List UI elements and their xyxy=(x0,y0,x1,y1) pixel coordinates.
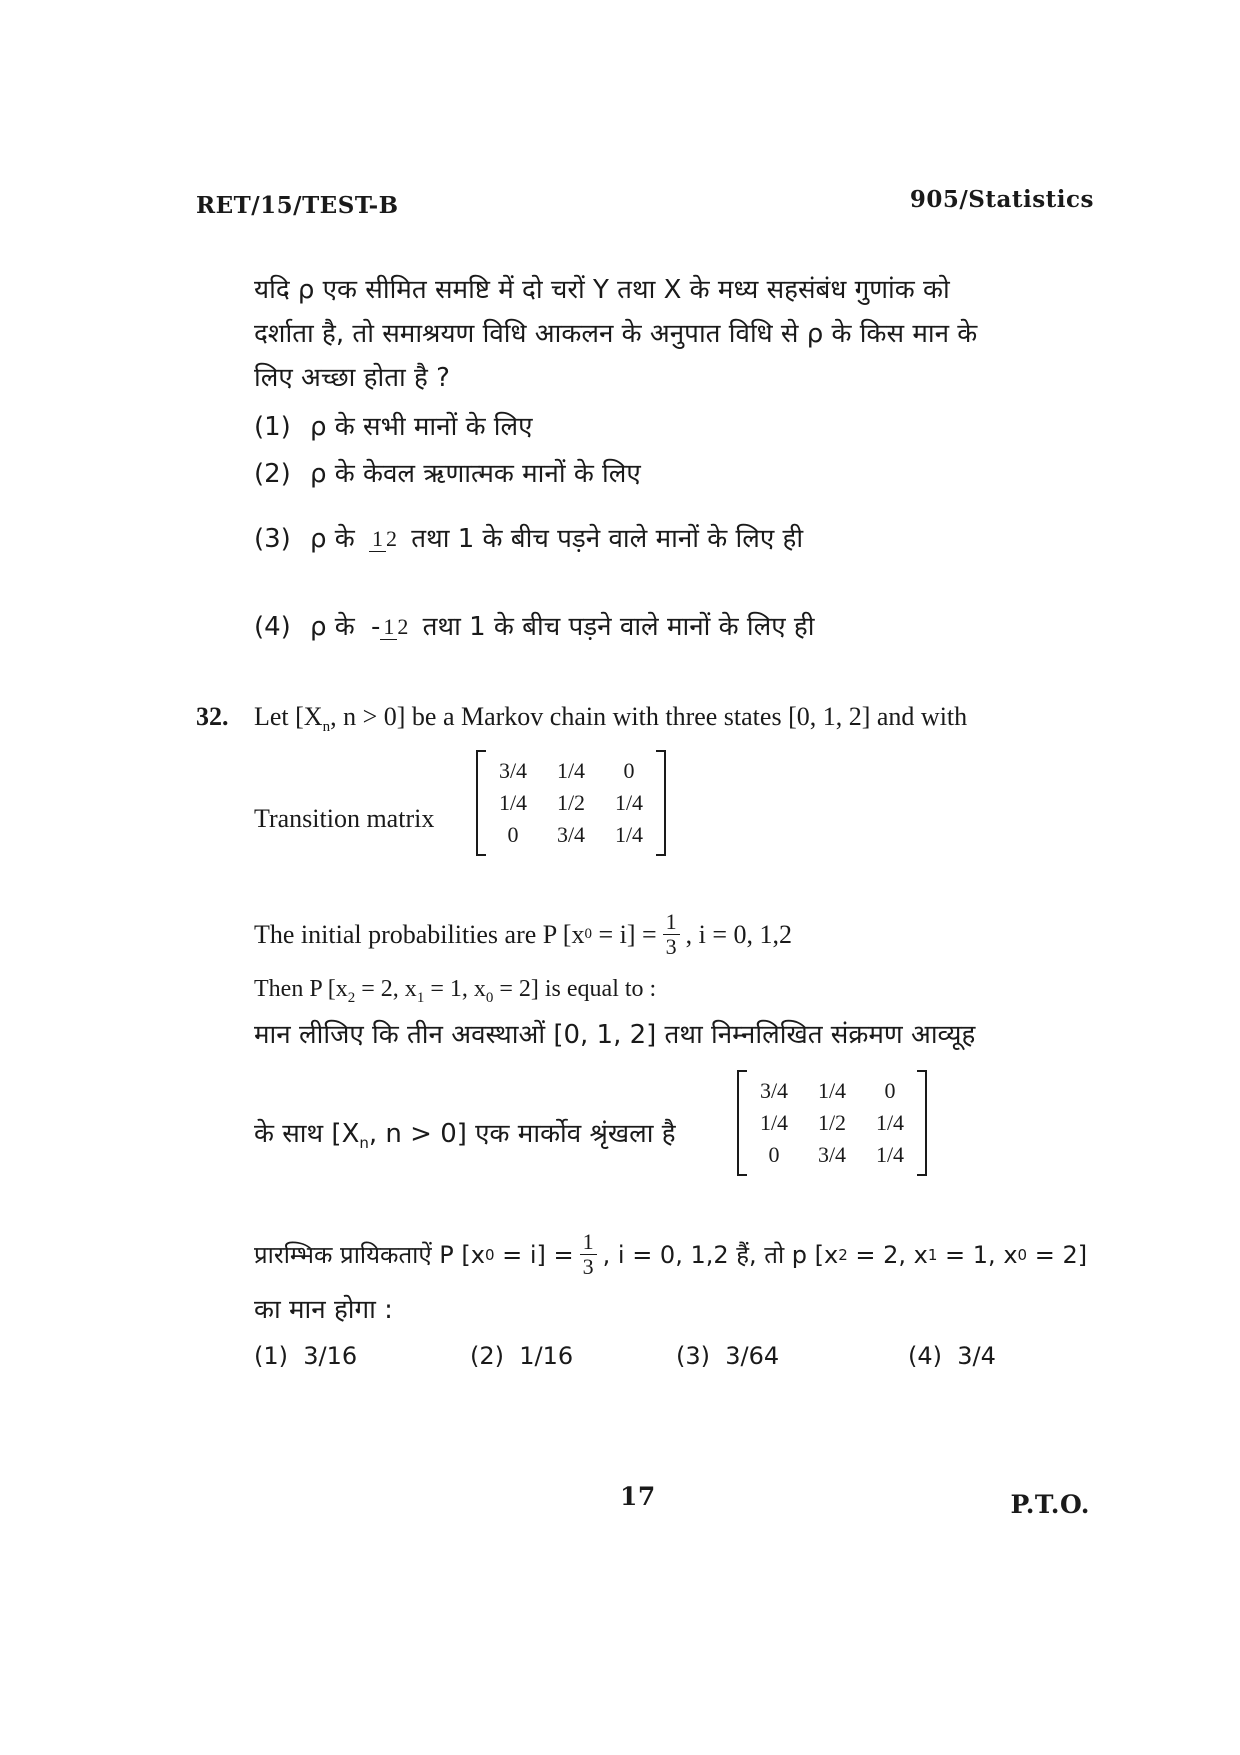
option-text: 3/4 xyxy=(957,1342,996,1370)
option-text: 1/16 xyxy=(519,1342,574,1370)
option-text: 3/16 xyxy=(303,1342,358,1370)
then-line xyxy=(254,976,656,1007)
q32-option-3 xyxy=(676,1334,779,1378)
option-text-pre: ρ के xyxy=(310,524,355,554)
q31-option-3 xyxy=(254,517,803,561)
transition-matrix-hindi xyxy=(737,1070,927,1176)
option-text: ρ के सभी मानों के लिए xyxy=(310,412,533,442)
text: The initial probabilities are P [x xyxy=(254,919,585,949)
fraction-denominator: 3 xyxy=(665,934,677,959)
subscript: 0 xyxy=(584,926,592,942)
q31-option-1 xyxy=(254,405,533,449)
subscript: n xyxy=(322,719,331,736)
text: , i = 0, 1,2 हैं, तो p [x xyxy=(602,1240,839,1269)
subscript: n xyxy=(359,1134,369,1153)
text: = i] = xyxy=(494,1240,574,1269)
fraction-numerator: 1 xyxy=(580,1230,597,1255)
q32-hindi-line1: मान लीजिए कि तीन अवस्थाओं [0, 1, 2] तथा निम्नलिखित संक्रमण आव्यूह xyxy=(254,1020,976,1050)
matrix-cell: 1/4 xyxy=(614,790,644,815)
matrix-cell: 1/2 xyxy=(817,1110,847,1135)
q32-hindi-line2 xyxy=(254,1112,676,1165)
subscript: 0 xyxy=(1017,1245,1028,1264)
text: Then P [x xyxy=(254,976,348,1002)
fraction-numerator: 1 xyxy=(663,910,680,935)
option-number: (3) xyxy=(254,524,291,554)
matrix-cell: 0 xyxy=(507,822,519,847)
matrix-cell: 1/4 xyxy=(556,758,586,783)
matrix-cell: 3/4 xyxy=(556,822,586,847)
q32-option-1 xyxy=(254,1334,357,1378)
initial-probabilities xyxy=(254,910,792,959)
matrix-cell: 1/4 xyxy=(498,790,528,815)
q32-line1-text: Let [X xyxy=(254,702,323,731)
option-number: (1) xyxy=(254,1342,288,1370)
fraction-numerator: 1 xyxy=(369,527,386,552)
subscript: 0 xyxy=(485,989,494,1006)
fraction xyxy=(663,910,680,959)
text: = 1, x xyxy=(937,1240,1018,1269)
fraction-denominator: 2 xyxy=(386,526,398,551)
q32-hindi-value: का मान होगा : xyxy=(254,1295,393,1325)
fraction-numerator: 1 xyxy=(380,615,397,640)
text: प्रारम्भिक प्रायिकताऐं P [x xyxy=(254,1240,485,1269)
option-text-post: तथा 1 के बीच पड़ने वाले मानों के लिए ही xyxy=(422,612,815,642)
option-number: (1) xyxy=(254,412,291,442)
q32-number: 32. xyxy=(196,702,229,731)
fraction xyxy=(580,1230,597,1279)
subscript: 2 xyxy=(347,989,356,1006)
q32-line1-text: , n > 0] be a Markov chain with three states [0, 1, 2] and with xyxy=(330,702,968,731)
q32-line1 xyxy=(254,702,967,736)
matrix-cell: 1/4 xyxy=(817,1078,847,1103)
matrix-cell: 1/4 xyxy=(875,1142,905,1167)
text: = 1, x xyxy=(424,976,486,1002)
q31-stem-line: यदि ρ एक सीमित समष्टि में दो चरों Y तथा X के मध्य सहसंबंध गुणांक को xyxy=(254,275,950,305)
subscript: 1 xyxy=(927,1245,938,1264)
q31-stem-line: लिए अच्छा होता है ? xyxy=(254,363,450,393)
subscript: 1 xyxy=(416,989,425,1006)
matrix-cell: 0 xyxy=(884,1078,896,1103)
text: = 2, x xyxy=(355,976,417,1002)
fraction xyxy=(380,615,408,640)
matrix-cell: 1/4 xyxy=(759,1110,789,1135)
text: = 2] is equal to : xyxy=(493,976,657,1002)
matrix-grid xyxy=(478,750,664,856)
subscript: 2 xyxy=(838,1245,848,1264)
text: के साथ [X xyxy=(254,1119,360,1149)
matrix-cell: 0 xyxy=(768,1142,780,1167)
transition-label: Transition matrix xyxy=(254,804,435,833)
header-left: RET/15/TEST-B xyxy=(196,192,399,219)
q32-hindi-initial xyxy=(254,1230,1087,1279)
matrix-cell: 3/4 xyxy=(759,1078,789,1103)
option-text: 3/64 xyxy=(725,1342,780,1370)
header-right: 905/Statistics xyxy=(909,186,1094,213)
pto-label: P.T.O. xyxy=(1010,1490,1090,1519)
option-text: ρ के केवल ऋणात्मक मानों के लिए xyxy=(310,459,641,489)
text: , i = 0, 1,2 xyxy=(685,919,793,949)
option-text-pre: ρ के xyxy=(310,612,355,642)
matrix-cell: 3/4 xyxy=(817,1142,847,1167)
option-number: (4) xyxy=(908,1342,942,1370)
q31-stem-line: दर्शाता है, तो समाश्रयण विधि आकलन के अनुपात विधि से ρ के किस मान के xyxy=(254,319,978,349)
fraction-denominator: 3 xyxy=(582,1254,594,1279)
matrix-cell: 1/4 xyxy=(614,822,644,847)
q31-option-4 xyxy=(254,605,814,649)
q32-option-2 xyxy=(470,1334,573,1378)
matrix-cell: 1/2 xyxy=(556,790,586,815)
matrix-grid xyxy=(739,1070,925,1176)
text: = i] = xyxy=(591,919,657,949)
matrix-cell: 0 xyxy=(623,758,635,783)
option-number: (3) xyxy=(676,1342,710,1370)
text: = 2, x xyxy=(847,1240,928,1269)
fraction-denominator: 2 xyxy=(397,614,409,639)
text: = 2] xyxy=(1027,1240,1088,1269)
fraction-sign: - xyxy=(371,612,381,642)
page-number: 17 xyxy=(620,1482,656,1511)
q31-option-2 xyxy=(254,452,641,496)
fraction xyxy=(369,527,397,552)
option-number: (2) xyxy=(470,1342,504,1370)
q31-stem xyxy=(254,268,1114,400)
text: , n > 0] एक मार्कोव श्रृंखला है xyxy=(368,1119,676,1149)
option-number: (2) xyxy=(254,459,291,489)
transition-matrix xyxy=(476,750,666,856)
option-number: (4) xyxy=(254,612,291,642)
subscript: 0 xyxy=(484,1245,495,1264)
matrix-cell: 1/4 xyxy=(875,1110,905,1135)
q32-option-4 xyxy=(908,1334,996,1378)
matrix-cell: 3/4 xyxy=(498,758,528,783)
option-text-post: तथा 1 के बीच पड़ने वाले मानों के लिए ही xyxy=(411,524,804,554)
